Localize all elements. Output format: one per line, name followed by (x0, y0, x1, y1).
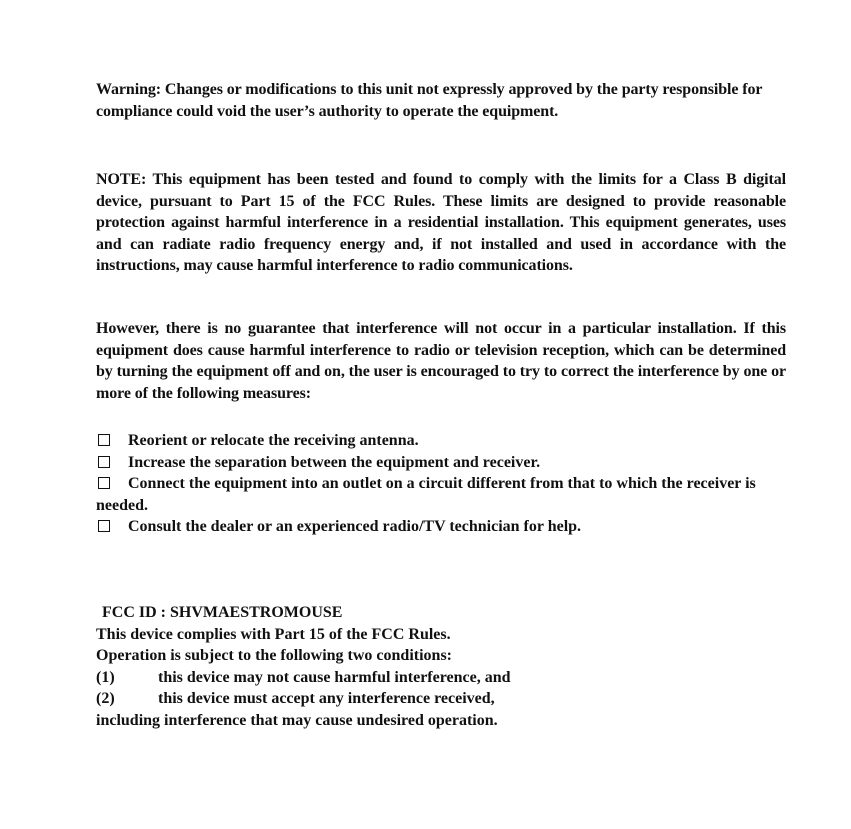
warning-paragraph: Warning: Changes or modifications to this unit not expressly approved by the party responsible for compliance could void the user’s authority to operate the equipment. (96, 81, 763, 120)
fcc-operation-line: Operation is subject to the following two conditions: (96, 647, 452, 664)
fcc-closing-line: including interference that may cause undesired operation. (96, 711, 498, 729)
fcc-statement (96, 602, 786, 731)
measure-text: Connect the equipment into an outlet on a circuit different from that to which the receiver is needed. (96, 475, 756, 514)
measure-text: Consult the dealer or an experienced radio/TV technician for help. (128, 518, 582, 535)
list-item (96, 452, 786, 474)
fcc-id-line: FCC ID : SHVMAESTROMOUSE (102, 604, 343, 621)
list-item (96, 516, 786, 538)
checkbox-icon (98, 456, 110, 468)
list-item (96, 473, 786, 516)
list-item (96, 430, 786, 452)
checkbox-icon (98, 520, 110, 532)
however-paragraph: However, there is no guarantee that interference will not occur in a particular installation. If this equipment does cause harmful interference to radio or television reception, which can be determined by turning the equipment off and on, the user is encouraged to try to correct the interference by one or more of the following measures: (96, 320, 786, 402)
measure-text: Reorient or relocate the receiving antenna. (128, 432, 419, 449)
condition-text: this device may not cause harmful interference, and (158, 668, 511, 686)
condition-text: this device must accept any interference received, (158, 690, 495, 707)
condition-row (96, 667, 786, 689)
checkbox-icon (98, 434, 110, 446)
condition-number: (2) (96, 690, 115, 707)
checkbox-icon (98, 477, 110, 489)
condition-number: (1) (96, 668, 115, 686)
condition-row (96, 688, 786, 710)
measures-list (96, 430, 786, 538)
fcc-complies-line: This device complies with Part 15 of the FCC Rules. (96, 625, 451, 643)
measure-text: Increase the separation between the equipment and receiver. (128, 453, 541, 471)
note-paragraph: NOTE: This equipment has been tested and found to comply with the limits for a Class B digital device, pursuant to Part 15 of the FCC Rules. These limits are designed to provide reasonable protection against harmful interference in a residential installation. This equipment generates, uses and can radiate radio frequency energy and, if not installed and used in accordance with the instructions, may cause harmful interference to radio communications. (96, 171, 786, 274)
